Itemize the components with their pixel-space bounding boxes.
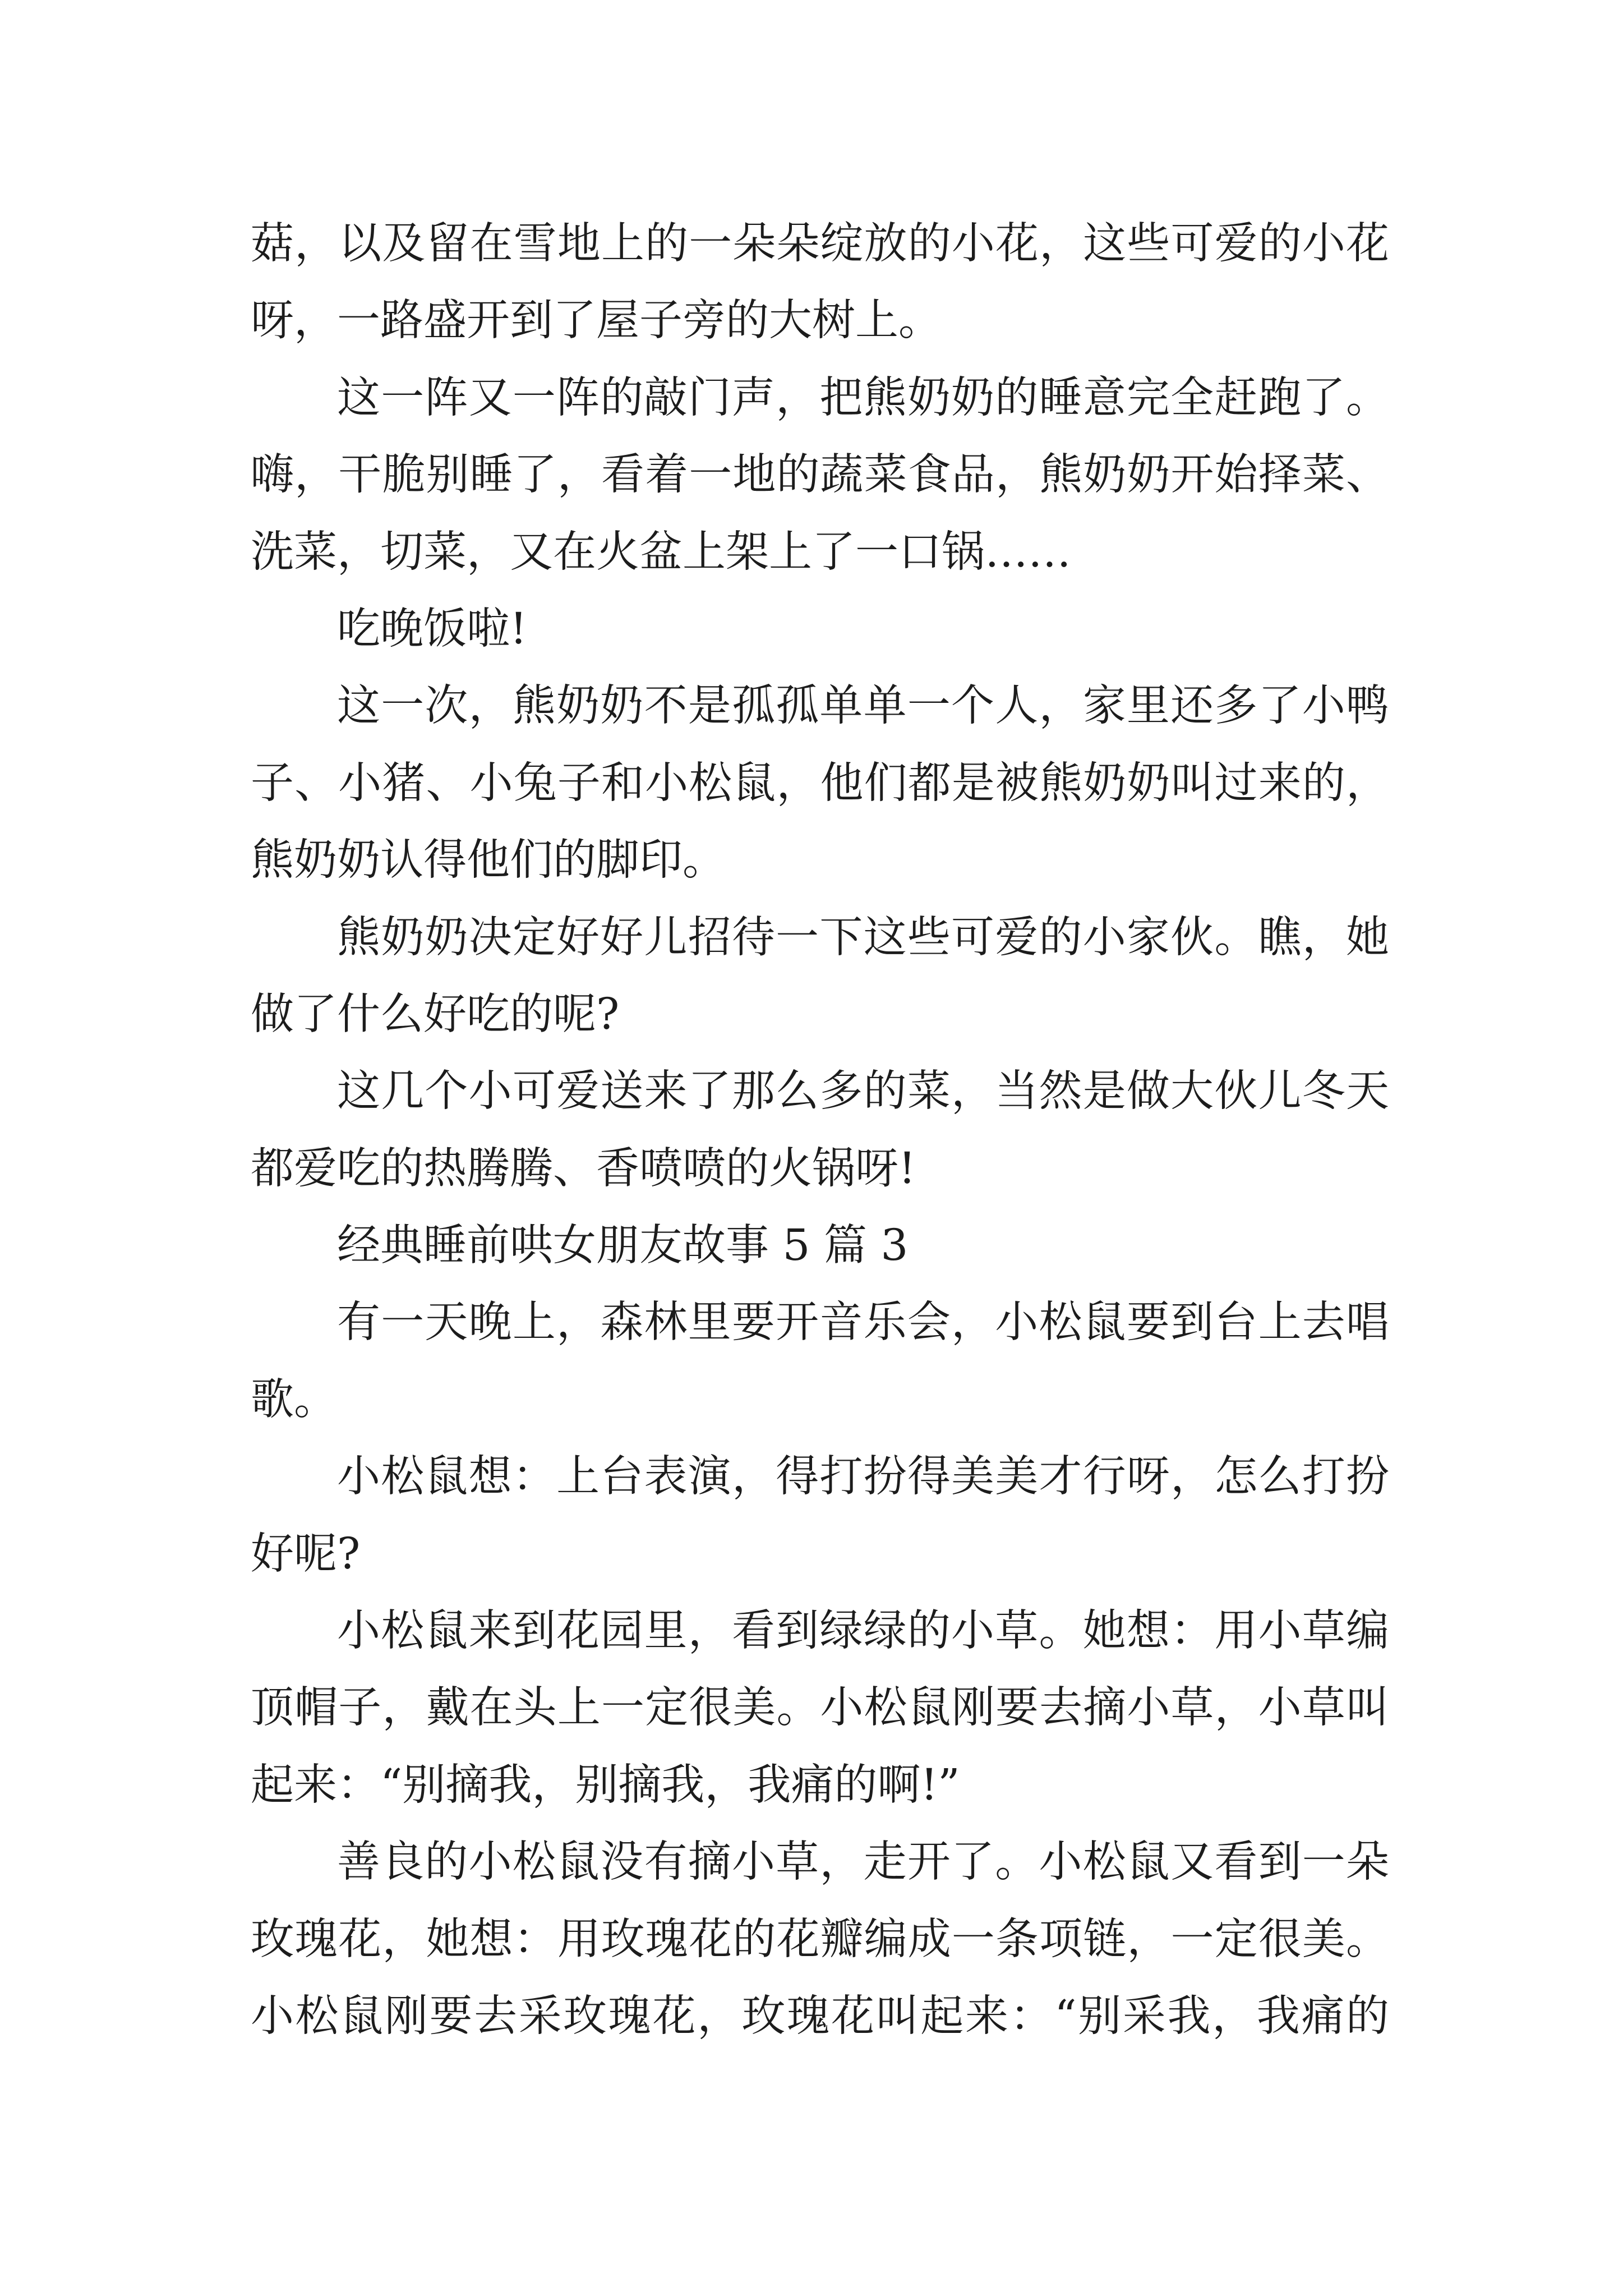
text-line: 子、小猪、小兔子和小松鼠，他们都是被熊奶奶叫过来的， [251,758,1389,808]
text-line: 嗨，干脆别睡了，看着一地的蔬菜食品，熊奶奶开始择菜、 [251,450,1389,500]
text-line: 这一阵又一阵的敲门声，把熊奶奶的睡意完全赶跑了。 [337,372,1389,423]
text-line: 都爱吃的热腾腾、香喷喷的火锅呀! [251,1143,916,1194]
text-line: 吃晚饭啦! [337,604,527,654]
text-line: 好呢? [251,1529,361,1579]
text-line: 小松鼠来到花园里，看到绿绿的小草。她想：用小草编 [337,1606,1389,1657]
paragraph [251,899,1389,1053]
text-line: 这一次，熊奶奶不是孤孤单单一个人，家里还多了小鸭 [337,681,1389,731]
text-line: 熊奶奶决定好好儿招待一下这些可爱的小家伙。瞧，她 [337,912,1389,963]
paragraph [251,205,1389,360]
text-line: 玫瑰花，她想：用玫瑰花的花瓣编成一条项链，一定很美。 [251,1914,1389,1964]
paragraph [251,1593,1389,1824]
section-heading-text: 经典睡前哄女朋友故事 5 篇 3 [337,1221,909,1271]
text-line: 做了什么好吃的呢? [251,989,620,1039]
text-line: 歌。 [251,1374,337,1425]
paragraph [251,1053,1389,1207]
text-line: 熊奶奶认得他们的脚印。 [251,835,726,886]
body-text [251,205,1389,2055]
text-line: 洗菜，切菜，又在火盆上架上了一口锅…… [251,527,1071,577]
section-heading [251,1207,1389,1284]
paragraph [251,1284,1389,1438]
text-line: 这几个小可爱送来了那么多的菜，当然是做大伙儿冬天 [337,1066,1389,1117]
text-line: 顶帽子，戴在头上一定很美。小松鼠刚要去摘小草，小草叫 [251,1683,1389,1733]
paragraph [251,591,1389,668]
text-line: 呀，一路盛开到了屋子旁的大树上。 [251,296,942,346]
text-line: 起来：“别摘我，别摘我，我痛的啊!” [251,1760,960,1810]
text-line: 有一天晚上，森林里要开音乐会，小松鼠要到台上去唱 [337,1297,1389,1348]
paragraph [251,1438,1389,1593]
paragraph [251,1824,1389,2055]
paragraph [251,360,1389,591]
text-line: 小松鼠刚要去采玫瑰花，玫瑰花叫起来：“别采我，我痛的 [251,1991,1389,2041]
paragraph [251,668,1389,899]
text-line: 善良的小松鼠没有摘小草，走开了。小松鼠又看到一朵 [337,1837,1389,1888]
text-line: 小松鼠想：上台表演，得打扮得美美才行呀，怎么打扮 [337,1452,1389,1502]
text-line: 菇，以及留在雪地上的一朵朵绽放的小花，这些可爱的小花 [251,219,1389,269]
